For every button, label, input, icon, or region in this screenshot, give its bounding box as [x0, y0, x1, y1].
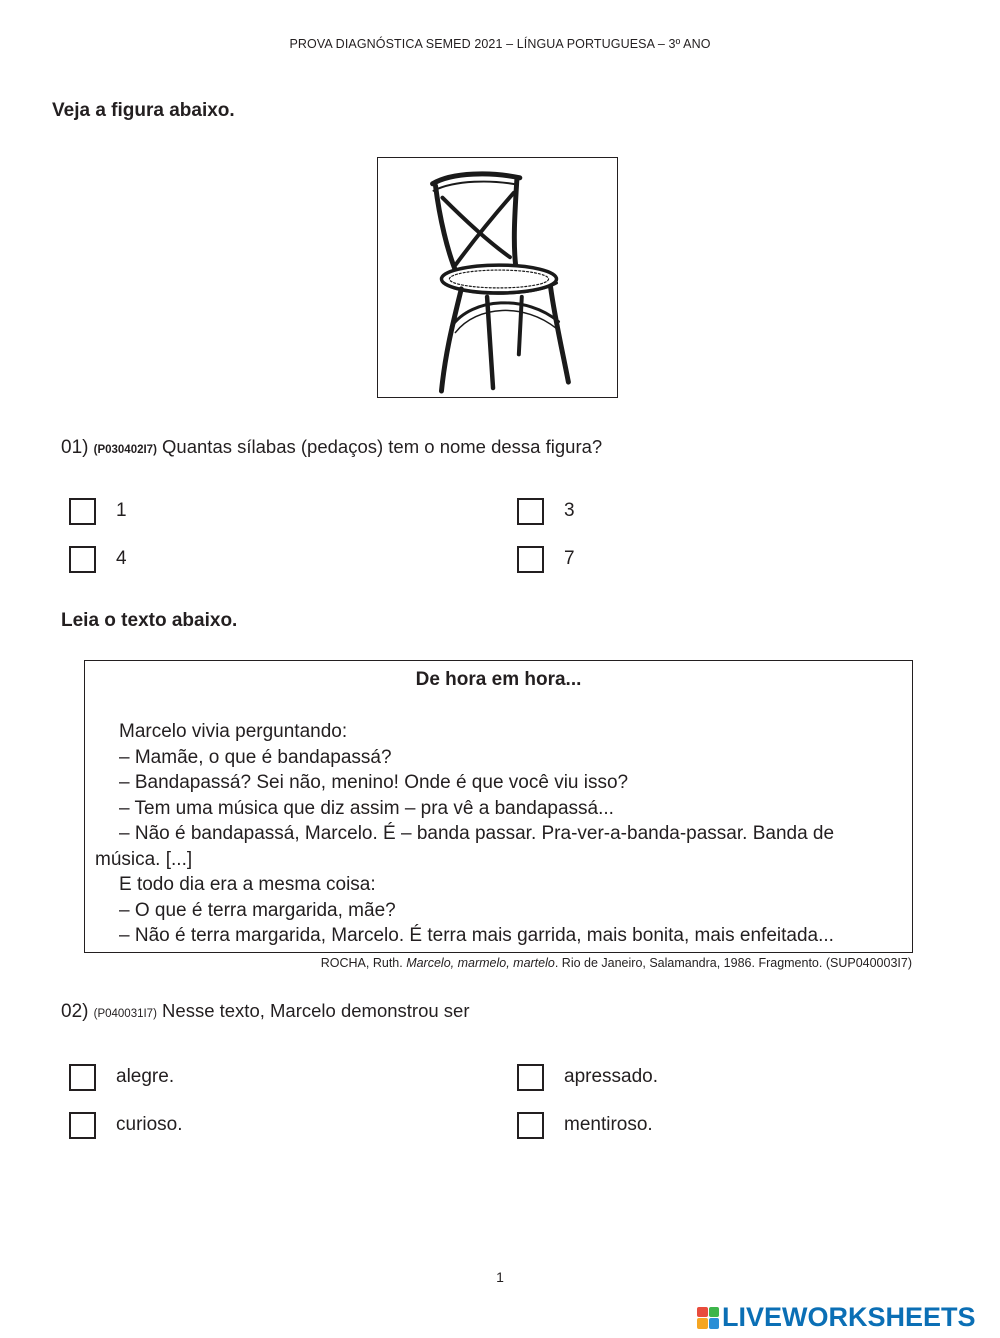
reading-line: – Bandapassá? Sei não, menino! Onde é que você viu isso?	[119, 772, 629, 793]
liveworksheets-logo-icon	[697, 1307, 719, 1329]
q1-option-4[interactable]	[69, 544, 127, 574]
instruction-figure: Veja a figura abaixo.	[52, 100, 235, 121]
chair-figure	[377, 157, 618, 398]
checkbox[interactable]	[69, 498, 96, 525]
option-label: mentiroso.	[564, 1114, 653, 1135]
q2-option-mentiroso[interactable]	[517, 1110, 653, 1140]
reading-line: – Mamãe, o que é bandapassá?	[119, 746, 392, 768]
q2-option-curioso[interactable]	[69, 1110, 183, 1140]
reading-line: – Não é bandapassá, Marcelo. É – banda passar. Pra-ver-a-banda-passar. Banda de	[119, 823, 835, 844]
liveworksheets-brand	[697, 1302, 976, 1333]
checkbox[interactable]	[517, 1112, 544, 1139]
option-label: curioso.	[116, 1114, 183, 1135]
brand-name: LIVEWORKSHEETS	[722, 1302, 976, 1332]
option-label: 1	[116, 500, 127, 521]
reading-body	[95, 719, 902, 949]
q2-option-alegre[interactable]	[69, 1062, 174, 1092]
reading-line: música. [...]	[95, 848, 193, 870]
option-label: apressado.	[564, 1066, 659, 1087]
reading-line: – Tem uma música que diz assim – pra vê a bandapassá...	[119, 797, 614, 819]
q1-option-3[interactable]	[517, 496, 575, 526]
q1-option-7[interactable]	[517, 544, 575, 574]
question-2-number: 02)	[61, 1001, 89, 1022]
chair-icon	[378, 158, 617, 397]
source-details: . Rio de Janeiro, Salamandra, 1986. Fragmento. (SUP040003I7)	[554, 956, 912, 970]
question-1-code: (P030402I7)	[93, 444, 157, 456]
reading-line: E todo dia era a mesma coisa:	[119, 874, 376, 895]
option-label: alegre.	[116, 1066, 175, 1087]
reading-title: De hora em hora...	[415, 669, 582, 690]
page-header: PROVA DIAGNÓSTICA SEMED 2021 – LÍNGUA PORTUGUESA – 3º ANO	[289, 37, 711, 51]
reading-line: – Não é terra margarida, Marcelo. É terra mais garrida, mais bonita, mais enfeitada...	[119, 925, 834, 946]
reading-line: Marcelo vivia perguntando:	[119, 721, 348, 742]
question-1-number: 01)	[61, 437, 89, 458]
reading-text-box	[84, 660, 913, 953]
checkbox[interactable]	[517, 1064, 544, 1091]
question-1-text: Quantas sílabas (pedaços) tem o nome dessa figura?	[162, 436, 603, 457]
checkbox[interactable]	[69, 1112, 96, 1139]
reading-source	[321, 956, 912, 970]
page-number: 1	[496, 1269, 504, 1285]
q2-option-apressado[interactable]	[517, 1062, 658, 1092]
checkbox[interactable]	[517, 498, 544, 525]
question-1	[61, 436, 602, 459]
question-2	[61, 1000, 469, 1023]
option-label: 7	[564, 548, 575, 569]
checkbox[interactable]	[69, 546, 96, 573]
reading-line: – O que é terra margarida, mãe?	[119, 899, 396, 921]
option-label: 3	[564, 500, 575, 521]
checkbox[interactable]	[517, 546, 544, 573]
source-author: ROCHA, Ruth.	[320, 956, 407, 970]
question-2-text: Nesse texto, Marcelo demonstrou ser	[162, 1000, 470, 1021]
checkbox[interactable]	[69, 1064, 96, 1091]
q1-option-1[interactable]	[69, 496, 127, 526]
question-2-code: (P040031I7)	[93, 1008, 157, 1020]
option-label: 4	[116, 548, 127, 569]
source-title: Marcelo, marmelo, martelo	[406, 956, 555, 970]
instruction-text: Leia o texto abaixo.	[61, 610, 238, 631]
